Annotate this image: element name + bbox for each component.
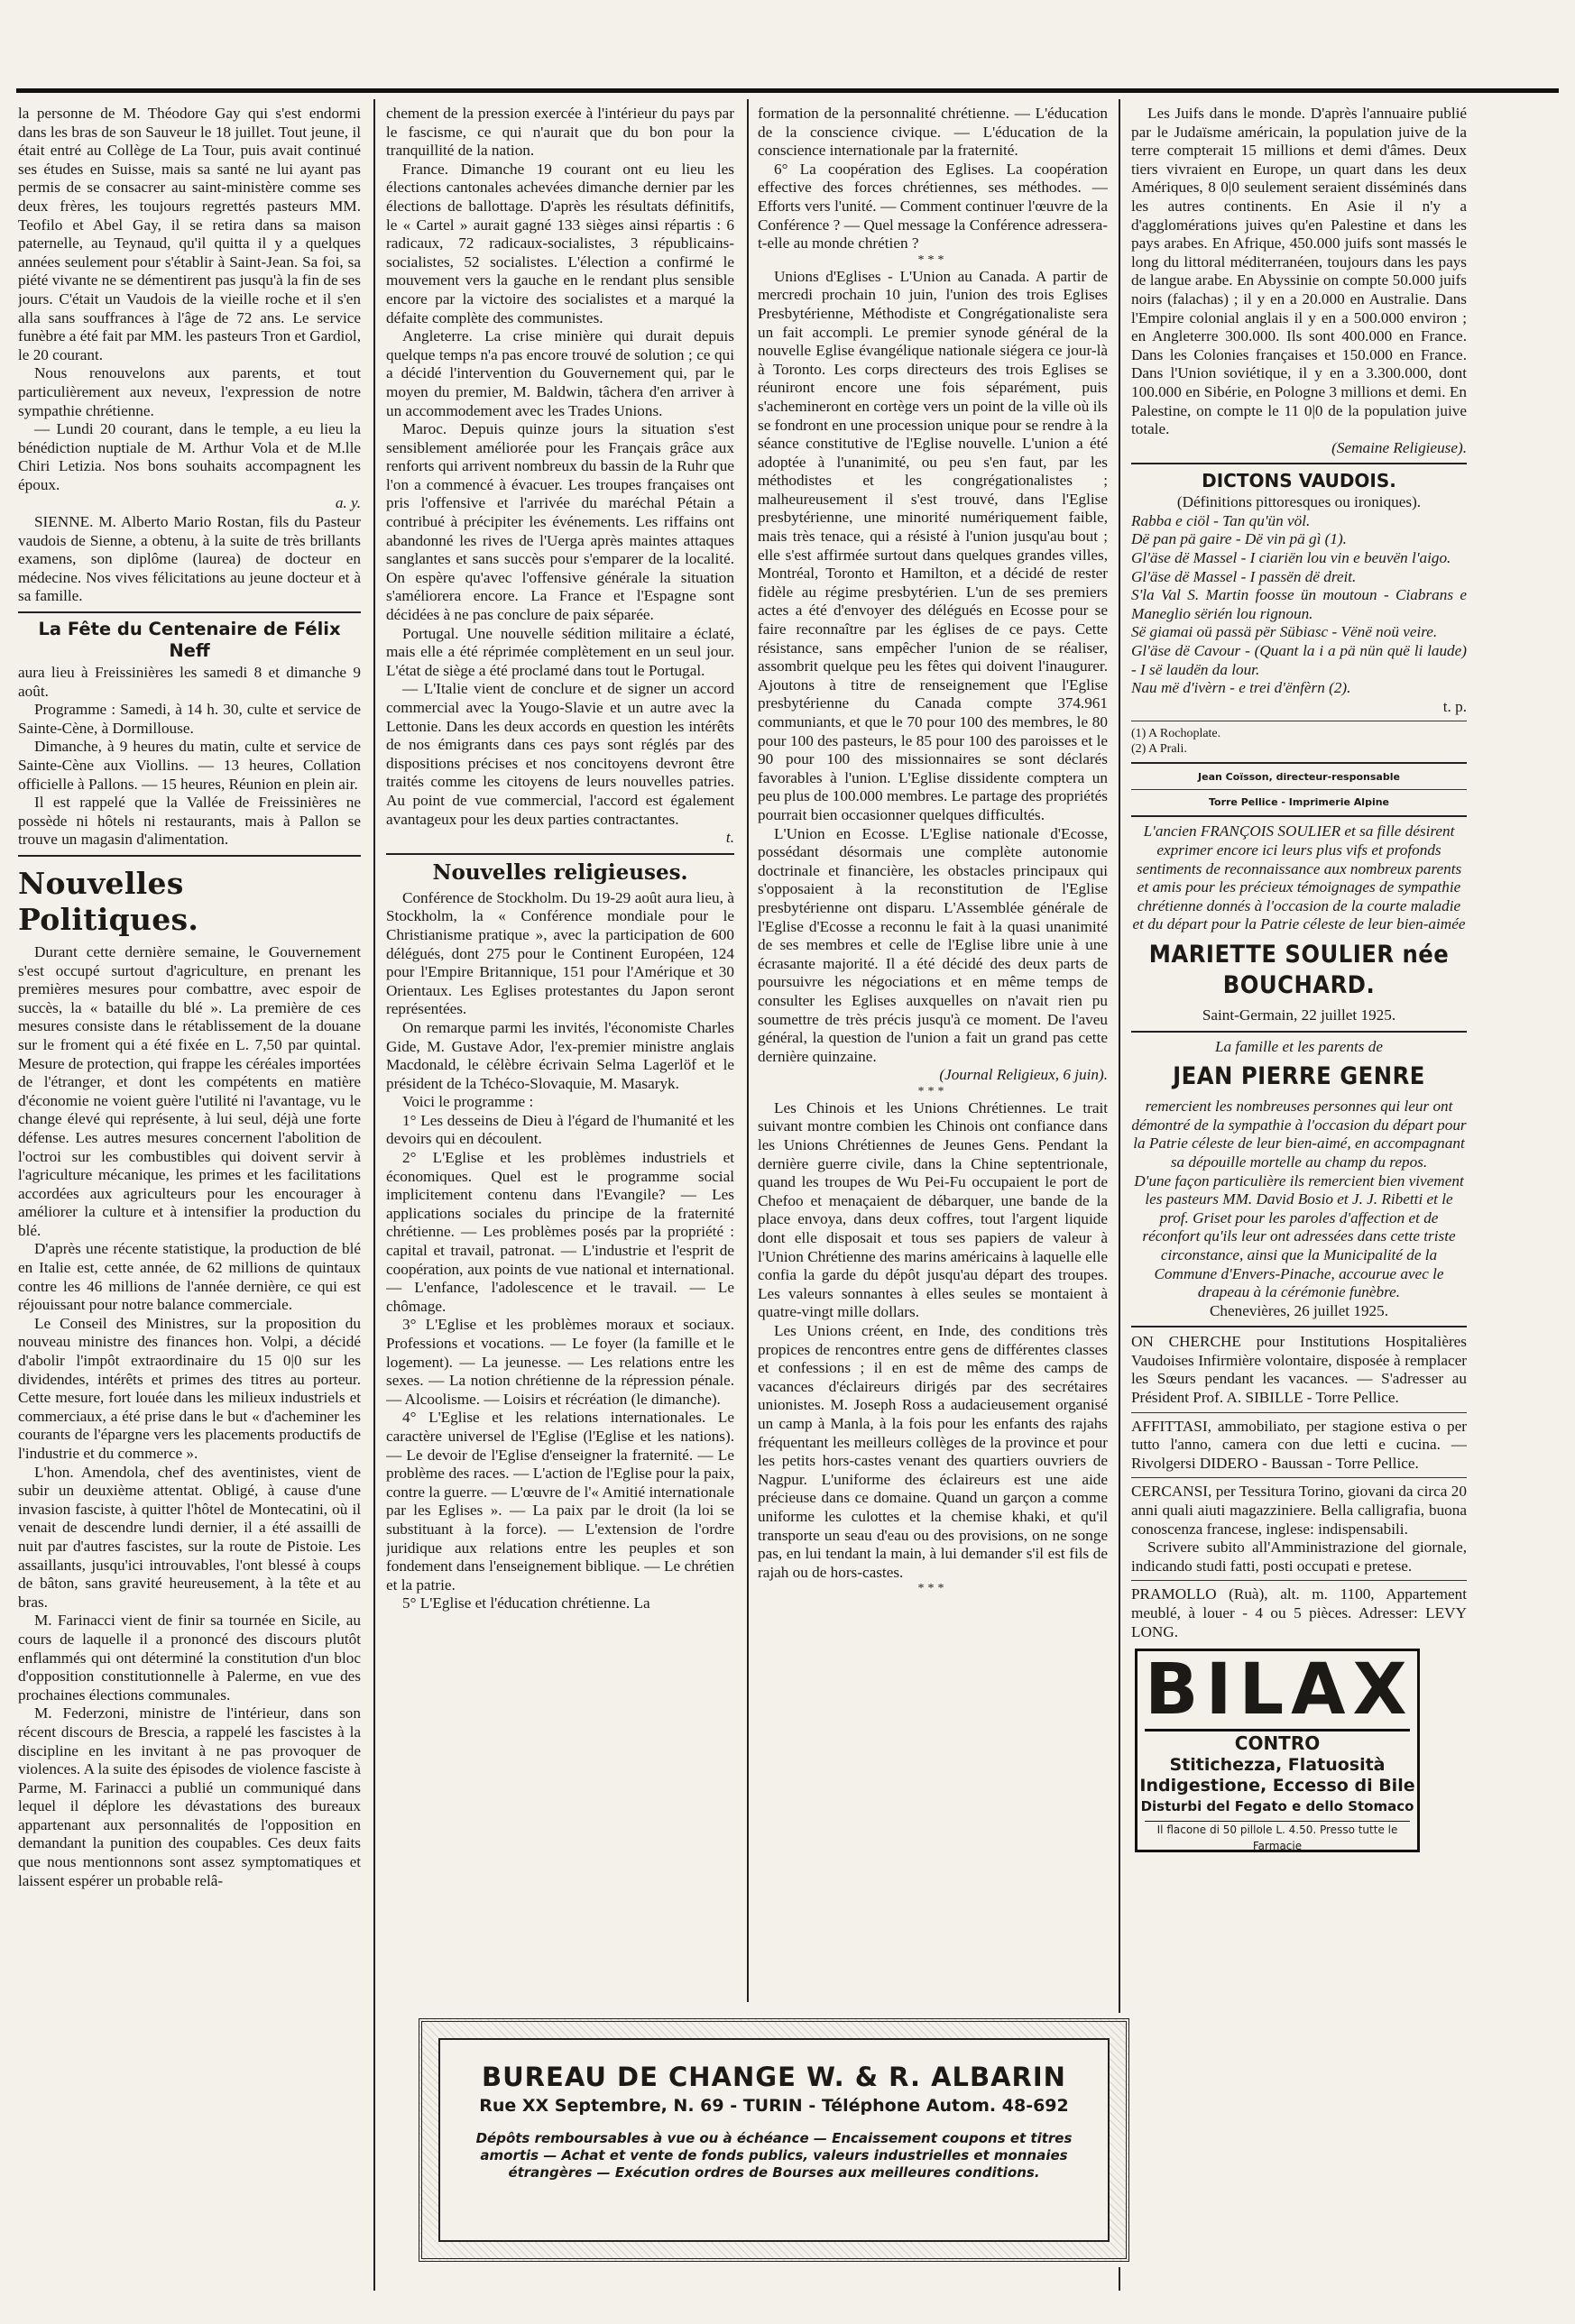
obit-paragraph: — Lundi 20 courant, dans le temple, a eu lieu la bénédiction nuptiale de M. Arthur Vola et de M.lle Chiri Letizia. Nos bons souhaits accompagnent les époux. xyxy=(18,420,361,493)
dicton-item: Së giamai oü passä për Sübiasc - Vënë noü veire. xyxy=(1131,623,1438,641)
separator-stars: *** xyxy=(917,1582,948,1596)
imprint-printer: Torre Pellice - Imprimerie Alpine xyxy=(1208,796,1390,809)
imprint-director: Jean Coïsson, directeur-responsable xyxy=(1198,771,1400,784)
news-paragraph: Portugal. Une nouvelle sédition militaire a éclaté, mais elle a été réprimée complètement en un seul jour. L'état de siège a été proclamé dans tout le Portugal. xyxy=(386,624,734,679)
column-3 xyxy=(758,105,1108,1985)
classified-ad: CERCANSI, per Tessitura Torino, giovani da circa 20 anni quali aiuti magazziniere. Bella calligrafia, buona conoscenza francese, inglese: indispensabili. xyxy=(1131,1483,1467,1538)
religieuses-heading: Nouvelles religieuses. xyxy=(432,859,688,885)
notice-name: JEAN PIERRE GENRE xyxy=(1173,1062,1425,1091)
juifs-paragraph: Les Juifs dans le monde. D'après l'annuaire publié par le Judaïsme américain, la population juive de la terre compterait 15 millions et demi d'âmes. Deux tiers vivraient en Europe, un quart dans les deux Amériques, 8 0|0 seulement seraient disséminés dans les autres continents. En Asie il n'y a d'agglomérations juives qu'en Palestine et dans les pays arabes. En Afrique, 450.000 juifs sont massés le long du littoral méditerranéen, toujours dans les pays de langue arabe. En Abyssinie on compte 50.000 juifs noirs (falachas) ; il y en a 20.000 en Australie. Dans l'Empire colonial anglais il y en a 500.000 environ ; en Angleterre 300.000. Ils sont 400.000 en France. Dans les Colonies françaises et 150.000 en France. Dans l'Union soviétique, il y en a 3.300.000, dont 100.000 en Sibérie, en Pologne 3 millions et demi. En Palestine, on compte le 11 0|0 de la population juive totale. xyxy=(1131,105,1467,438)
dicton-item: Gl'äse dë Massel - I ciariën lou vin e beuvën l'aigo. xyxy=(1131,549,1451,567)
bureau-inner xyxy=(438,2038,1110,2242)
section-divider xyxy=(1131,815,1467,817)
bureau-title: BUREAU DE CHANGE W. & R. ALBARIN xyxy=(482,2062,1066,2092)
column-2 xyxy=(386,105,734,1985)
top-rule xyxy=(16,88,1559,93)
fete-paragraph: Programme : Samedi, à 14 h. 30, culte et service de Sainte-Cène, à Dormillouse. xyxy=(18,701,361,737)
source-citation: (Semaine Religieuse). xyxy=(1331,438,1467,456)
source-citation: (Journal Religieux, 6 juin). xyxy=(939,1066,1108,1084)
genre-notice xyxy=(1131,1038,1467,1321)
classified-ads xyxy=(1131,1333,1467,1641)
notice-place-date: Chenevières, 26 juillet 1925. xyxy=(1209,1301,1389,1319)
news-signature: t. xyxy=(725,829,734,847)
bilax-line: Stitichezza, Flatuosità xyxy=(1169,1755,1386,1776)
news-paragraph: chement de la pression exercée à l'intérieur du pays par le fascisme, ce qui n'aurait que du bon pour la tranquillité de la nation. xyxy=(386,105,734,160)
dictons-list xyxy=(1131,512,1467,698)
bilax-line: Disturbi del Fegato e dello Stomaco xyxy=(1140,1798,1414,1815)
classified-ad: AFFITTASI, ammobiliato, per stagione estiva o per tutto l'anno, camera con due letti e cucina. — Rivolgersi DIDERO - Baussan - Torre Pellice. xyxy=(1131,1417,1467,1472)
sienne-paragraph: SIENNE. M. Alberto Mario Rostan, fils du Pasteur vaudois de Sienne, a obtenu, à la suite de très brillants examens, son diplôme (laurea) de docteur en médecine. Nos vives félicitations au jeune docteur et à sa famille. xyxy=(18,513,361,605)
religious-paragraph: Unions d'Eglises - L'Union au Canada. A partir de mercredi prochain 10 juin, l'union des trois Eglises Presbytérienne, Méthodiste et Congrégationaliste sera un fait accompli. Le premier synode général de la nouvelle Eglise évangélique nationale siégera ce jour-là à Toronto. Les corps directeurs des trois Eglises se réuniront encore une fois séparément, puis s'achemineront en cortège vers un point de la ville où ils se fondront en une procession unique pour se rendre à la séance constitutive de l'Eglise nouvelle. L'union a été adoptée à l'unanimité, ou peu s'en faut, par les méthodistes et les congrégationalistes ; malheureusement il s'est trouvé, dans l'Eglise presbytérienne, une minorité numériquement faible, mais très tenace, qui a résisté à l'union jusqu'au bout ; elle s'est affirmée surtout dans quelques grandes villes, Montréal, Toronto et Hamilton, et a décidé de rester fidèle au régime presbytérien. L'un de ses premiers actes a été d'envoyer des délégués en Ecosse pour se faire reconnaître par les églises de ce pays. Cette résistance, sans empêcher l'union de se réaliser, assombrit quelque peu les fêtes qui doivent l'inaugurer. Ajoutons à titre de renseignement que l'Eglise presbytérienne du Canada compte 374.961 communiants, et que le 70 pour 100 des membres, le 80 pour 100 des pasteurs, le 85 pour 100 des paroisses et le 90 pour 100 des missionnaires se sont déclarés favorables à l'union. L'Eglise dissidente comptera un peu plus de 100.000 membres. Le partage des propriétés pourrait bien occasionner quelques difficultés. xyxy=(758,267,1108,823)
obit-signature: a. y. xyxy=(335,494,361,512)
ad-divider xyxy=(1131,1477,1467,1478)
news-paragraph: France. Dimanche 19 courant ont eu lieu les élections cantonales achevées dimanche dernier par les élections de ballottage. D'après les résultats définitifs, le « Cartel » aurait gagné 133 sièges ainsi répartis : 6 radicaux, 72 radicaux-socialistes, 3 républicains-socialistes, 52 socialistes. L'élection a confirmé le mouvement vers la gauche en le rendant plus sensible encore par la victoire des socialistes et a marqué la défaite complète des communistes. xyxy=(386,160,734,326)
news-paragraph: Maroc. Depuis quinze jours la situation s'est sensiblement améliorée pour les Français grâce aux renforts qui arrivent nombreux du bassin de la Ruhr que l'on a commencé à évacuer. Les troupes françaises ont pris l'offensive et l'arrivée du maréchal Pétain a contribué à précipiter les événements. Les riffains ont abandonné les rives de l'Uerga après maintes attaques sanglantes et sans succès pour s'emparer de la localité. On espère qu'avec l'offensive générale la situation s'améliorera encore. La France et l'Espagne sont décidées à ne pas conclure de paix séparée. xyxy=(386,420,734,624)
news-paragraph: Angleterre. La crise minière qui durait depuis quelque temps n'a pas encore trouvé de solution ; ce qui a décidé l'intervention du Gouvernement qui, par le moyen du premier, M. Baldwin, tâchera d'en arriver à un accommodement avec les Trades Unions. xyxy=(386,327,734,419)
bilax-logo: BILAX xyxy=(1145,1649,1414,1732)
column-rule-3 xyxy=(1119,99,1120,2291)
politiques-paragraph: L'hon. Amendola, chef des aventinistes, vient de subir un deuxième attentat. Obligé, à cause d'une invasion fasciste, à quitter l'hôtel de Montecatini, où il venait de descendre lundi dernier, il a été assailli de nuit par d'autres fascistes, sur la route de Pistoie. Les assaillants, jusqu'ici introuvables, l'ont blessé à coups de bâton, sans gravité heureusement, à la tête et au bras. xyxy=(18,1463,361,1611)
bureau-de-change-advertisement xyxy=(419,2018,1129,2262)
politiques-paragraph: Le Conseil des Ministres, sur la proposition du nouveau ministre des finances hon. Volpi, a décidé d'abolir l'impôt extraordinaire du 15 0|0 sur les dividendes, intérêts et primes des titres au porteur. Cette mesure, fort louée dans les milieux industriels et commerciaux, a été prise dans le but « d'acheminer les courants de l'épargne vers les placements productifs de l'industrie et du commerce ». xyxy=(18,1314,361,1462)
dicton-item: Dë pan pä gaire - Dë vin pä gì (1). xyxy=(1131,530,1347,548)
religious-paragraph: Conférence de Stockholm. Du 19-29 août aura lieu, à Stockholm, la « Conférence mondiale pour le Christianisme pratique », avec la participation de 600 délégués, dont 275 pour le Continent Européen, 124 pour l'Empire Britannique, 151 pour l'Amérique et 30 Orientaux. Les Eglises protestantes du Japon seront représentées. xyxy=(386,888,734,1018)
politiques-paragraph: M. Federzoni, ministre de l'intérieur, dans son récent discours de Brescia, a rappelé les fascistes à la discipline en les invitant à ne pas provoquer de violences. A la suite des épisodes de violence fasciste à Parme, M. Farinacci a publié un communiqué dans lequel il déplore les dévastations des bureaux appartenant aux personnalités de l'opposition en demandant la punition des coupables. Ces deux faits que nous mentionnons sont assez symptomatiques et laissent espérer un probable relâ- xyxy=(18,1704,361,1889)
bilax-line: Indigestione, Eccesso di Bile xyxy=(1139,1776,1415,1796)
religious-paragraph: 4° L'Eglise et les relations internationales. Le caractère universel de l'Eglise (l'Eglise et les nations). — Le devoir de l'Eglise d'enseigner la fraternité. — Le problème des races. — L'action de l'Eglise pour la paix, contre la guerre. — L'œuvre de l'« Amitié internationale par les Eglises ». — La paix par le droit (la loi se substituant à la force). — L'extension de l'ordre juridique aux relations entre les peuples et son fondement dans l'enseignement biblique. — Le chrétien et la patrie. xyxy=(386,1409,734,1594)
bureau-address: Rue XX Septembre, N. 69 - TURIN - Téléphone Autom. 48-692 xyxy=(479,2096,1069,2116)
politiques-paragraph: M. Farinacci vient de finir sa tournée en Sicile, au cours de laquelle il a prononcé des discours plutôt enflammés qui ont déterminé la constitution d'un bloc d'opposition constitutionnelle à Palerme, en vue des prochaines élections communales. xyxy=(18,1612,361,1704)
dicton-item: Rabba e ciöl - Tan qu'ün völ. xyxy=(1131,511,1311,529)
religious-paragraph: 6° La coopération des Eglises. La coopération effective des forces chrétiennes, ses méthodes. — Efforts vers l'unité. — Comment continuer l'œuvre de la Conférence ? — Quel message la Conférence adressera-t-elle au monde chrétien ? xyxy=(758,160,1108,253)
politiques-heading: Nouvelles Politiques. xyxy=(18,865,199,937)
obit-paragraph: Nous renouvelons aux parents, et tout particulièrement aux neveux, l'expression de notre sympathie chrétienne. xyxy=(18,364,361,419)
column-rule-1 xyxy=(373,99,375,2291)
bureau-services: Dépôts remboursables à vue ou à échéance — Encaissement coupons et titres amortis — Achat et vente de fonds publics, valeurs industrielles et monnaies étrangères — Exécution ordres de Bourses aux meilleures conditions. xyxy=(475,2130,1073,2181)
soulier-notice xyxy=(1131,822,1467,1024)
classified-ad: ON CHERCHE pour Institutions Hospitalières Vaudoises Infirmière volontaire, disposée à remplacer les Sœurs pendant les vacances. — S'adresser au Président Prof. A. SIBILLE - Torre Pellice. xyxy=(1131,1333,1467,1407)
religious-paragraph: 3° L'Eglise et les problèmes moraux et sociaux. Professions et vocations. — Le foyer (la famille et le logement). — La jeunesse. — Les relations entre les sexes. — La notion chrétienne de la répression pénale. — Alcoolisme. — Loisirs et récréation (le dimanche). xyxy=(386,1316,734,1408)
imprint-divider xyxy=(1131,789,1467,790)
notice-name: MARIETTE SOULIER née BOUCHARD. xyxy=(1148,940,1450,999)
separator-stars: *** xyxy=(917,253,948,267)
bilax-advertisement xyxy=(1135,1649,1420,1852)
religious-paragraph: Les Chinois et les Unions Chrétiennes. Le trait suivant montre combien les Chinois ont confiance dans les Unions Chrétiennes de Jeunes Gens. Pendant la dernière guerre civile, dans la Chine septentrionale, quand les troupes de Wu Pei-Fu occupaient le port de Chefoo et menaçaient de débarquer, une bande de la place envoya, dans deux coffres, tout l'argent liquide dont elle disposait et tous ses papiers de valeur à l'Union Chrétienne des marins américains à laquelle elle confia la garde du dépôt jusqu'au départ des troupes. Les valeurs sonnantes à elles seules se montaient à quatre-vingt mille dollars. xyxy=(758,1098,1108,1321)
section-divider xyxy=(1131,762,1467,764)
fete-paragraph: Dimanche, à 9 heures du matin, culte et service de Sainte-Cène aux Viollins. — 13 heures, Collation officielle à Pallons. — 15 heures, Réunion en plein air. xyxy=(18,738,361,793)
section-divider xyxy=(386,853,734,855)
bilax-contro: CONTRO xyxy=(1234,1732,1321,1755)
fete-heading: La Fête du Centenaire de Félix Neff xyxy=(38,619,341,662)
notice-text: L'ancien FRANÇOIS SOULIER et sa fille désirent exprimer encore ici leurs plus vifs et profonds sentiments de reconnaissance aux nombreux parents et amis pour les précieux témoignages de sympathie chrétienne donnés à l'occasion de la courte maladie et du départ pour la Patrie céleste de leur bien-aimée xyxy=(1132,822,1466,933)
news-paragraph: — L'Italie vient de conclure et de signer un accord commercial avec la Yougo-Slavie et un autre avec la Lettonie. Dans les deux accords en question les intérêts de nos émigrants dans ces pays sont réglés par des dispositions précises et nos concitoyens devront être traités comme les citoyens de leurs nouvelles patries. Au point de vue commercial, l'accord est également avantageux pour les deux parties contractantes. xyxy=(386,680,734,828)
religious-paragraph: 5° L'Eglise et l'éducation chrétienne. La xyxy=(402,1594,650,1612)
dicton-item: Nau më d'ivèrn - e trei d'ënfèrn (2). xyxy=(1131,679,1351,697)
column-rule-2 xyxy=(747,99,749,2002)
religious-paragraph: 1° Les desseins de Dieu à l'égard de l'humanité et les devoirs qui en découlent. xyxy=(386,1111,734,1148)
classified-ad: Scrivere subito all'Amministrazione del giornale, indicando studi fatti, posti occupati e pretese. xyxy=(1131,1539,1467,1575)
religious-paragraph: 2° L'Eglise et les problèmes industriels et économiques. Quel est le programme social implicitement contenu dans l'Evangile? — Les applications sociales du principe de la fraternité chrétienne. — Les problèmes posés par la propriété : capital et travail, patronat. — L'industrie et l'esprit de coopération, aux points de vue national et international. — L'enfance, l'adolescence et le travail. — Le chômage. xyxy=(386,1149,734,1315)
dictons-subtitle: (Définitions pittoresques ou ironiques). xyxy=(1176,493,1422,511)
section-divider xyxy=(1131,1031,1467,1033)
section-divider xyxy=(18,611,361,613)
section-divider xyxy=(1131,1326,1467,1327)
religious-paragraph: Les Unions créent, en Inde, des conditions très propices de rencontres entre gens de différentes classes et confessions ; il en est de même des camps de vacances d'éclaireurs dirigés par des secrétaires unionistes. M. Joseph Ross a audacieusement organisé un camp à Manla, à la fois pour les enfants des rajahs fréquentant les meilleurs collèges de la province et pour les petits hors-castes venant des quartiers ouvriers de Nagpur. L'uniforme des éclaireurs est une aide précieuse dans ce domaine. Quand un garçon a comme uniforme les culottes et la chemise khaki, et qu'il transporte un seau d'eau ou des provisions, on ne songe pas, en lui tendant la main, à lui demander s'il est fils de rajah ou de hors-castes. xyxy=(758,1322,1108,1581)
dictons-signature: t. p. xyxy=(1442,697,1467,715)
dicton-item: Gl'äse dë Cavour - (Quant la i a pä nün quë li laude) - I së laudën da lour. xyxy=(1131,642,1467,678)
fete-paragraph: aura lieu à Freissinières les samedi 8 et dimanche 9 août. xyxy=(18,664,361,700)
politiques-paragraph: D'après une récente statistique, la production de blé en Italie est, cette année, de 62 millions de quintaux contre les 46 millions de l'année dernière, ce qui est réjouissant pour notre balance commerciale. xyxy=(18,1240,361,1314)
section-divider xyxy=(1131,463,1467,464)
notice-text: remercient les nombreuses personnes qui leur ont démontré de la sympathie à l'occasion du départ pour la Patrie céleste de leur bien-aimé, en accompagnant sa dépouille mortelle au champ du repos. xyxy=(1131,1098,1467,1171)
religious-paragraph: Voici le programme : xyxy=(402,1093,534,1111)
ad-divider xyxy=(1131,1412,1467,1413)
classified-ad: PRAMOLLO (Ruà), alt. m. 1100, Appartement meublé, à louer - 4 ou 5 pièces. Adresser: LEVY LONG. xyxy=(1131,1585,1467,1640)
bilax-price: Il flacone di 50 pillole L. 4.50. Presso tutte le Farmacie xyxy=(1145,1821,1410,1854)
fete-paragraph: Il est rappelé que la Vallée de Freissinières ne possède ni hôtels ni restaurants, mais à Pallon se trouve un magasin d'alimentation. xyxy=(18,794,361,849)
dictons-heading: DICTONS VAUDOIS. xyxy=(1202,470,1396,492)
religious-paragraph: On remarque parmi les invités, l'économiste Charles Gide, M. Gustave Ador, l'ex-premier ministre anglais Macdonald, le célèbre écrivain Selma Lagerlöf et le président de la Tchéco-Slovaquie, M. Masaryk. xyxy=(386,1018,734,1092)
obit-paragraph: la personne de M. Théodore Gay qui s'est endormi dans les bras de son Sauveur le 18 juillet. Tout jeune, il était entré au Collège de La Tour, puis avait continué ses études en Suisse, mais sa santé ne lui ayant pas permis de se consacrer au saint-ministère comme ses deux frères, les toujours regrettés pasteurs MM. Teofilo et Abel Gay, il se retira dans sa maison paternelle, au Teynaud, qu'il quitta il y a quelques années seulement pour s'établir à Saint-Jean. Sa foi, sa piété vivante ne se démentirent pas jusqu'à la fin de ses jours. C'était un Vaudois de la vieille roche et il s'en alla sans souffrances à l'âge de 72 ans. Le service funèbre a été fait par MM. les pasteurs Tron et Gardiol, le 20 courant. xyxy=(18,105,361,363)
politiques-paragraph: Durant cette dernière semaine, le Gouvernement s'est occupé surtout d'agriculture, en prenant les premières mesures pour combattre, avec espoir de succès, la « bataille du blé ». La première de ces mesures consiste dans le rétablissement de la douane sur le froment qui a été fixée en L. 7,50 par quintal. Mesure de protection, qui frappe les céréales importées de l'étranger, et dont les compétents en matière d'économie ne voient guère l'utilité ni l'avantage, vu le change élevé qui représente, à lui seul, déjà une forte défense. Les autres mesures concernent l'abolition de l'octroi sur les combustibles qui doivent servir à l'agriculture mécanique, les primes et les facilitations accordées aux agriculteurs pour les encourager à améliorer la culture et à intensifier la production du blé. xyxy=(18,942,361,1239)
separator-stars: *** xyxy=(917,1084,948,1098)
column-1 xyxy=(18,105,361,2287)
footnote: (1) A Rochoplate. xyxy=(1131,727,1221,741)
notice-text: D'une façon particulière ils remercient bien vivement les pasteurs MM. David Bosio et J. J. Ribetti et le prof. Griset pour les paroles d'affection et de réconfort qu'ils leur ont adressées dans cette triste circonstance, ainsi que la Municipalité de la Commune d'Envers-Pinache, accourue avec le drapeau à la cérémonie funèbre. xyxy=(1134,1171,1464,1301)
dicton-item: Gl'äse dë Massel - I passën dë dreit. xyxy=(1131,567,1357,585)
footnote: (2) A Prali. xyxy=(1131,742,1187,757)
section-divider xyxy=(18,855,361,857)
column-4 xyxy=(1131,105,1467,2287)
religious-paragraph: formation de la personnalité chrétienne. — L'éducation de la conscience civique. — L'éducation de la conscience internationale par la fraternité. xyxy=(758,105,1108,160)
ad-divider xyxy=(1131,1580,1467,1581)
notice-intro: La famille et les parents de xyxy=(1214,1037,1383,1055)
notice-place-date: Saint-Germain, 22 juillet 1925. xyxy=(1202,1006,1396,1024)
religious-paragraph: L'Union en Ecosse. L'Eglise nationale d'Ecosse, possédant désormais une complète autonomie doctrinale et financière, les obstacles principaux qui s'opposaient à la reconstitution de l'Eglise presbytérienne ont disparu. L'Assemblée générale de l'Eglise d'Ecosse a reconnu le fait à la quasi unanimité de ses membres et celle de l'Eglise libre unie à une écrasante majorité. Il a été décidé des deux parts de poursuivre les négociations et en même temps de consulter les Eglises auxquelles on n'avait rien pu soumettre de très précis jusqu'à ce moment. De l'aveu général, la question de l'union a fait un grand pas cette dernière quinzaine. xyxy=(758,824,1108,1065)
dicton-item: S'la Val S. Martin foosse ün moutoun - Ciabrans e Maneglio sërién lou rignoun. xyxy=(1131,586,1467,622)
